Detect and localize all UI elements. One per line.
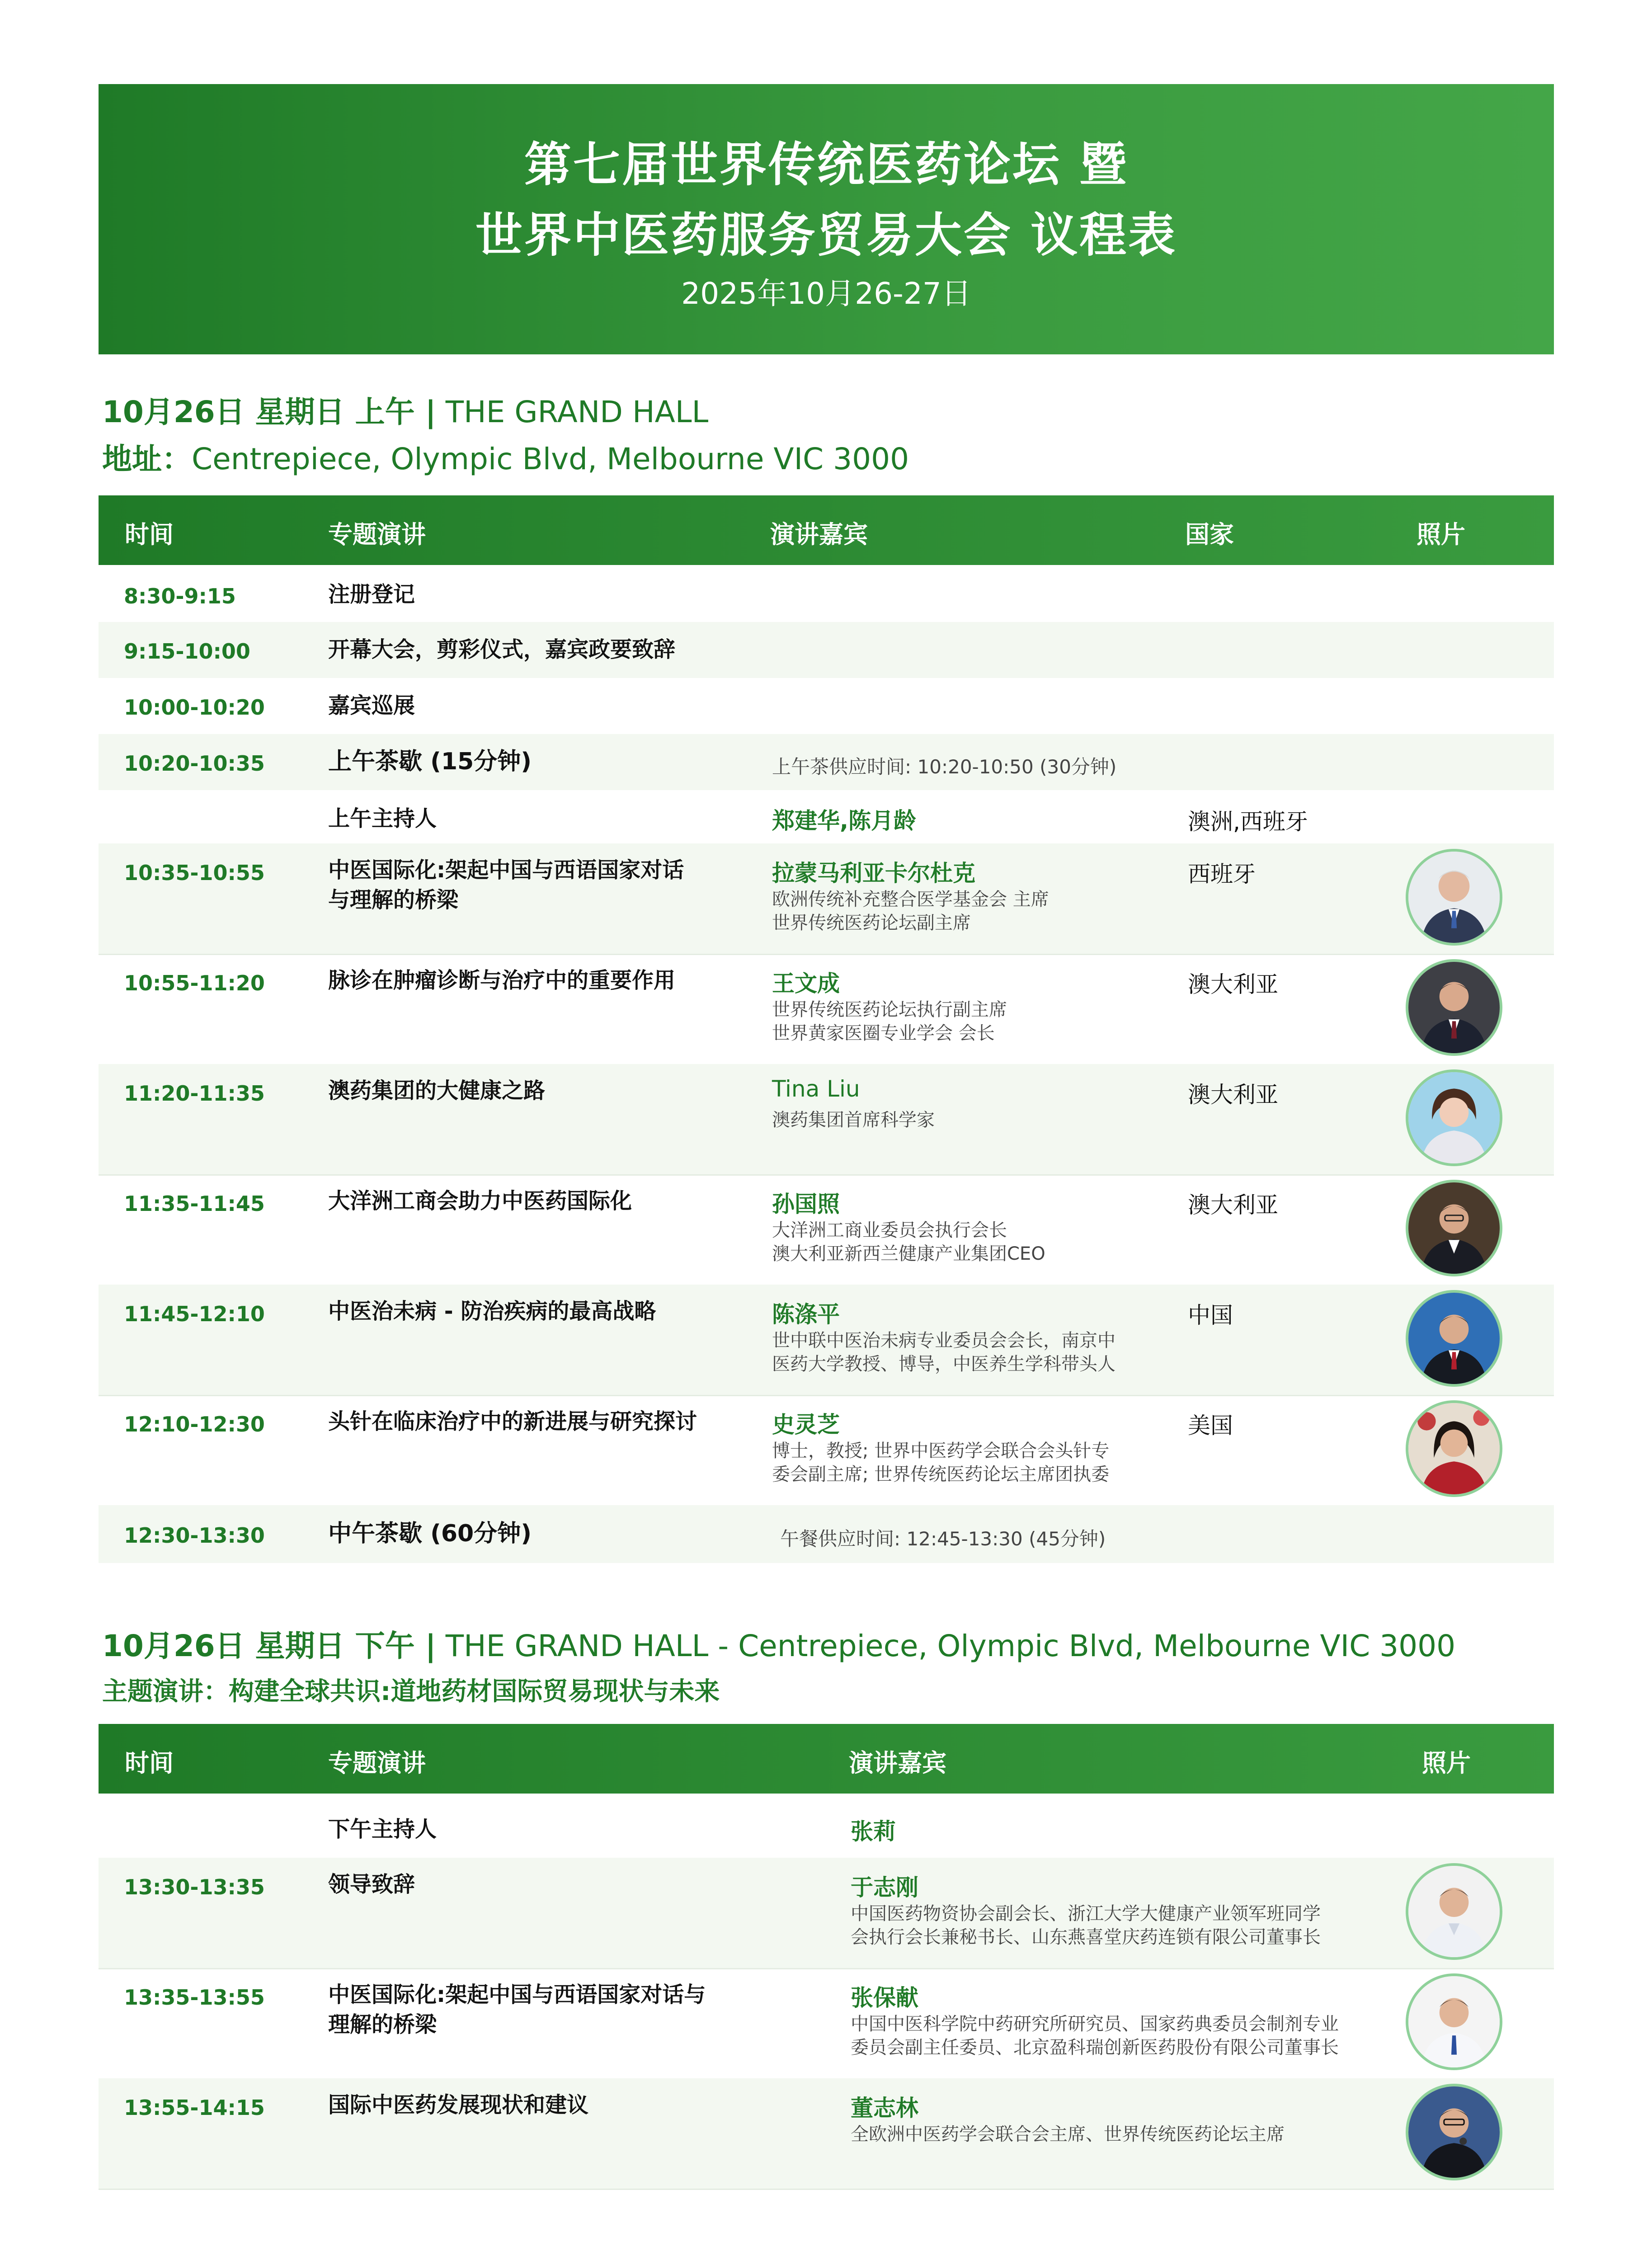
- table-row: 9:15-10:00 开幕大会，剪彩仪式，嘉宾政要致辞: [99, 622, 1554, 678]
- col-photo: 照片: [1417, 520, 1465, 549]
- session1-address: 地址：Centrepiece, Olympic Blvd, Melbourne VIC 3000: [102, 442, 909, 476]
- table-row: 8:30-9:15 注册登记: [124, 582, 415, 608]
- col-country: 国家: [1185, 520, 1234, 549]
- table-row: 11:45-12:10 中医治未病 - 防治疾病的最高战略 陈涤平 世中联中医治未病专业委员会会长，南京中 医药大学教授、博导，中医养生学科带头人 中国: [99, 1285, 1554, 1396]
- col-speaker: 演讲嘉宾: [849, 1749, 946, 1777]
- speaker-photo: [1406, 2084, 1502, 2180]
- table-row: 11:35-11:45 大洋洲工商会助力中医药国际化 孙国照 大洋洲工商业委员会执行会长 澳大利亚新西兰健康产业集团CEO 澳大利亚: [99, 1174, 1554, 1286]
- table-row: 10:20-10:35 上午茶歇 (15分钟) 上午茶供应时间: 10:20-10:50 (30分钟): [99, 734, 1554, 790]
- table-row: 11:20-11:35 澳药集团的大健康之路 Tina Liu 澳药集团首席科学家 澳大利亚: [99, 1064, 1554, 1176]
- table-row: 10:35-10:55 中医国际化:架起中国与西语国家对话 与理解的桥梁 拉蒙马利亚卡尔杜克 欧洲传统补充整合医学基金会 主席 世界传统医药论坛副主席 西班牙: [99, 843, 1554, 955]
- table-row: 10:00-10:20 嘉宾巡展: [124, 693, 415, 720]
- table-row: 12:10-12:30 头针在临床治疗中的新进展与研究探讨 史灵芝 博士，教授; 世界中医药学会联合会头针专 委会副主席; 世界传统医药论坛主席团执委 美国: [99, 1395, 1554, 1507]
- agenda-banner: [99, 84, 1554, 354]
- speaker-photo: [1406, 1290, 1502, 1387]
- table-row: 上午主持人 郑建华,陈月龄 澳洲,西班牙: [99, 790, 1554, 845]
- speaker-photo: [1406, 959, 1502, 1056]
- table-row: 12:30-13:30 中午茶歇 (60分钟) 午餐供应时间: 12:45-13:30 (45分钟): [99, 1505, 1554, 1563]
- col-photo: 照片: [1422, 1749, 1471, 1777]
- tea-note: 上午茶供应时间: 10:20-10:50 (30分钟): [772, 756, 1117, 778]
- table-row: 13:30-13:35 领导致辞 于志刚 中国医药物资协会副会长、浙江大学大健康产业领军班同学 会执行会长兼秘书长、山东燕喜堂庆药连锁有限公司董事长: [99, 1858, 1554, 1969]
- session2-table-header: [99, 1724, 1554, 1794]
- col-time: 时间: [125, 520, 174, 549]
- col-speaker: 演讲嘉宾: [770, 520, 868, 549]
- speaker-photo: [1406, 1863, 1502, 1960]
- col-time: 时间: [125, 1749, 174, 1777]
- session1-table-header: [99, 495, 1554, 565]
- session1-heading: 10月26日 星期日 上午 | THE GRAND HALL: [102, 395, 709, 429]
- session2-theme: 主题演讲：构建全球共识:道地药材国际贸易现状与未来: [102, 1677, 720, 1706]
- speaker-photo: [1406, 1973, 1502, 2070]
- table-row: 下午主持人 张莉: [99, 1794, 1554, 1859]
- col-topic: 专题演讲: [328, 520, 426, 549]
- banner-title-line1: 第七届世界传统医药论坛 暨: [524, 137, 1129, 192]
- col-topic: 专题演讲: [328, 1749, 426, 1777]
- speaker-photo: [1406, 1069, 1502, 1166]
- speaker-photo: [1406, 849, 1502, 946]
- banner-date: 2025年10月26-27日: [681, 276, 971, 311]
- table-row: 10:55-11:20 脉诊在肿瘤诊断与治疗中的重要作用 王文成 世界传统医药论坛执行副主席 世界黄家医圈专业学会 会长 澳大利亚: [99, 954, 1554, 1065]
- banner-title-line2: 世界中医药服务贸易大会 议程表: [475, 207, 1177, 263]
- table-row: 13:55-14:15 国际中医药发展现状和建议 董志林 全欧洲中医药学会联合会主席、世界传统医药论坛主席: [99, 2078, 1554, 2190]
- lunch-note: 午餐供应时间: 12:45-13:30 (45分钟): [780, 1528, 1106, 1550]
- speaker-photo: [1406, 1400, 1502, 1497]
- table-row: 13:35-13:55 中医国际化:架起中国与西语国家对话与 理解的桥梁 张保献 中国中医科学院中药研究所研究员、国家药典委员会制剂专业 委员会副主任委员、北京盈科瑞创新医药股份有限公司董事长: [99, 1968, 1554, 2080]
- speaker-photo: [1406, 1180, 1502, 1276]
- session2-heading: 10月26日 星期日 下午 | THE GRAND HALL - Centrepiece, Olympic Blvd, Melbourne VIC 3000: [102, 1629, 1456, 1663]
